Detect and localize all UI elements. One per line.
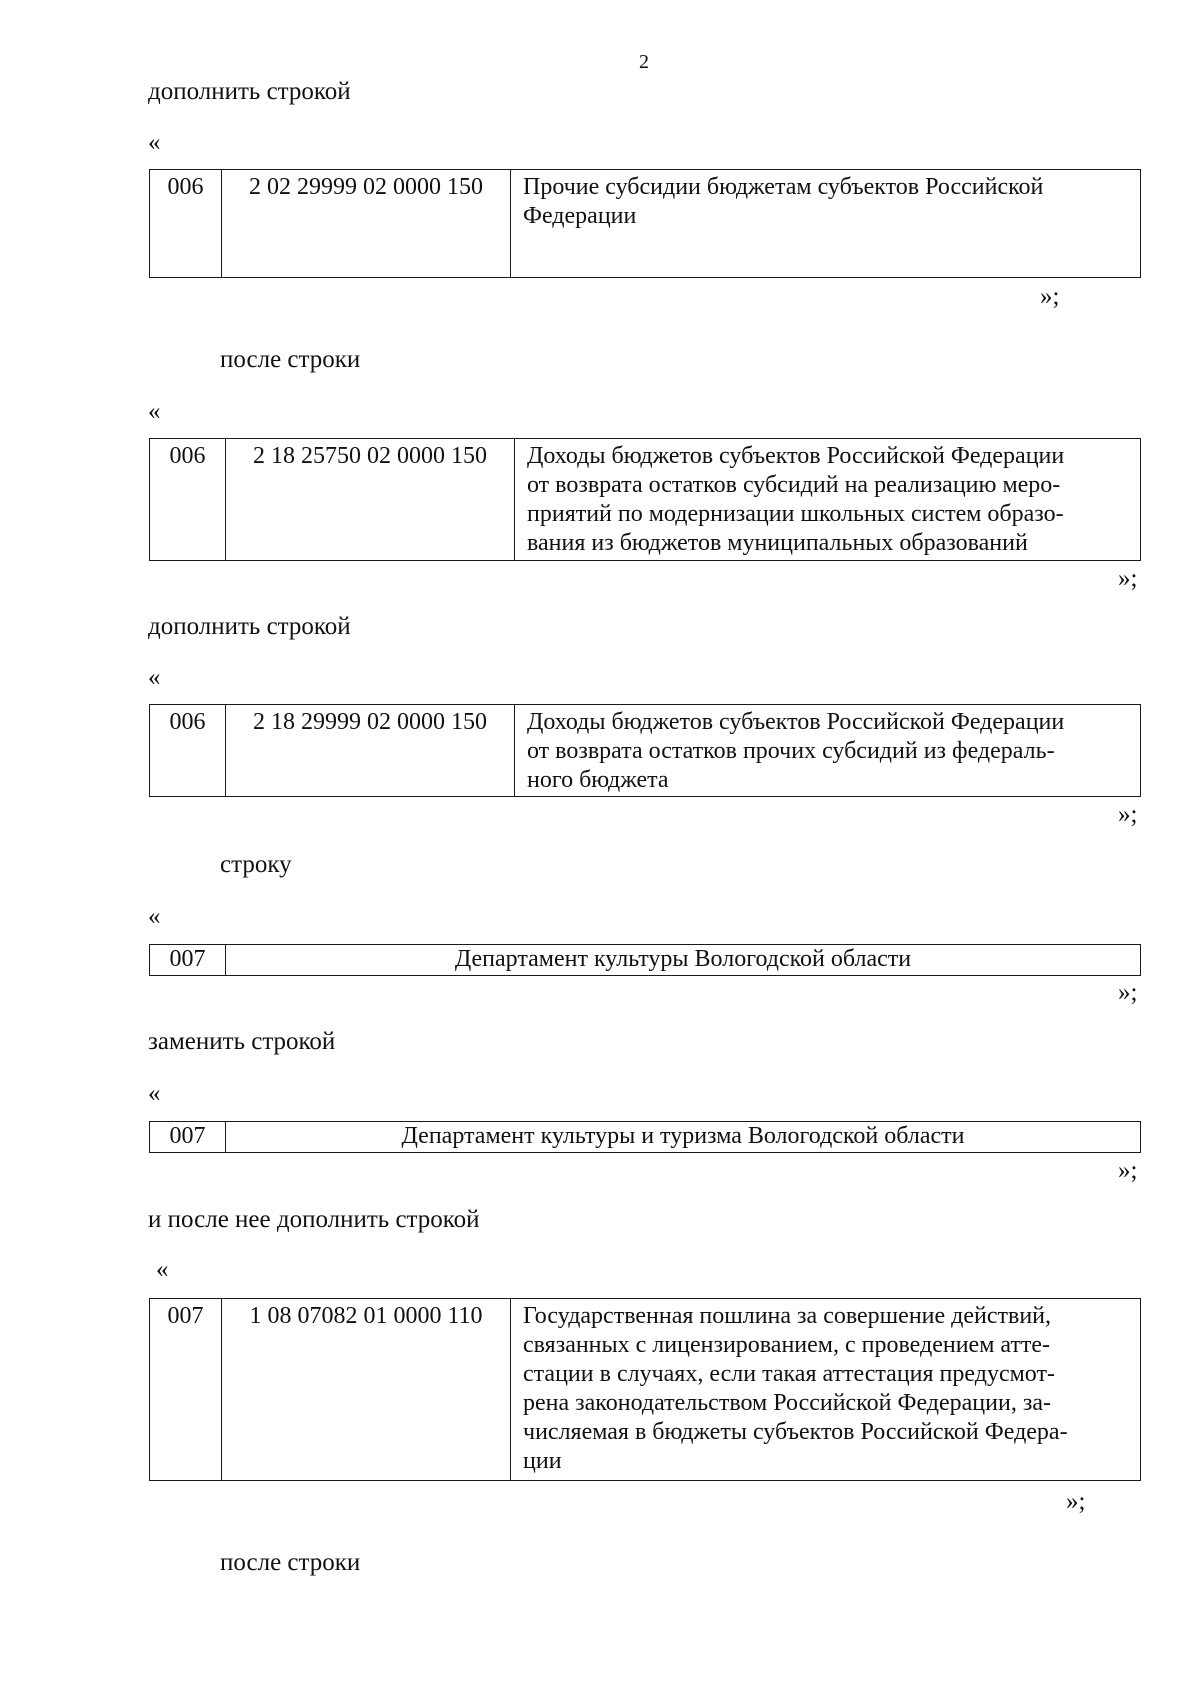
open-quote: « — [156, 1256, 169, 1283]
income-name-line: вания из бюджетов муниципальных образований — [527, 530, 1028, 556]
close-quote: »; — [1040, 283, 1060, 310]
admin-code-cell: 007 — [150, 1299, 222, 1481]
admin-code-cell: 007 — [150, 945, 226, 976]
instruction-text: дополнить строкой — [148, 78, 351, 105]
income-name-line: Доходы бюджетов субъектов Российской Федерации — [527, 709, 1065, 735]
close-quote: »; — [1118, 801, 1138, 828]
instruction-text: и после нее дополнить строкой — [148, 1206, 480, 1233]
instruction-text: после строки — [220, 346, 361, 373]
income-name-cell — [515, 439, 1141, 561]
income-name-line: Прочие субсидии бюджетам субъектов Российской — [523, 174, 1044, 200]
close-quote: »; — [1118, 1157, 1138, 1184]
budget-table-row — [149, 704, 1141, 797]
kbk-code-cell: 2 18 29999 02 0000 150 — [226, 705, 515, 797]
income-name-line: числяемая в бюджеты субъектов Российской Федера- — [523, 1419, 1068, 1445]
income-name-line: Федерации — [523, 203, 637, 229]
income-name-line: от возврата остатков субсидий на реализацию меро- — [527, 472, 1061, 498]
income-name-line: стации в случаях, если такая аттестация предусмот- — [523, 1361, 1055, 1387]
instruction-text: после строки — [220, 1549, 361, 1576]
department-name-cell: Департамент культуры Вологодской области — [226, 945, 1141, 976]
open-quote: « — [148, 129, 161, 156]
kbk-code-cell: 2 02 29999 02 0000 150 — [222, 170, 511, 278]
close-quote: »; — [1118, 565, 1138, 592]
admin-code-cell: 006 — [150, 705, 226, 797]
department-table-row — [149, 1121, 1141, 1153]
open-quote: « — [148, 903, 161, 930]
income-name-line: от возврата остатков прочих субсидий из федераль- — [527, 738, 1055, 764]
admin-code-cell: 006 — [150, 439, 226, 561]
open-quote: « — [148, 1080, 161, 1107]
income-name-cell — [511, 1299, 1141, 1481]
income-name-cell — [511, 170, 1141, 278]
close-quote: »; — [1066, 1488, 1086, 1515]
income-name-line: приятий по модернизации школьных систем образо- — [527, 501, 1064, 527]
income-name-cell — [515, 705, 1141, 797]
income-name-line: Государственная пошлина за совершение действий, — [523, 1303, 1052, 1329]
instruction-text: заменить строкой — [148, 1028, 336, 1055]
budget-table-row — [149, 1298, 1141, 1481]
income-name-line: ного бюджета — [527, 767, 669, 793]
admin-code-cell: 006 — [150, 170, 222, 278]
income-name-line: связанных с лицензированием, с проведением атте- — [523, 1332, 1051, 1358]
department-name-cell: Департамент культуры и туризма Вологодской области — [226, 1122, 1141, 1153]
close-quote: »; — [1118, 979, 1138, 1006]
kbk-code-cell: 1 08 07082 01 0000 110 — [222, 1299, 511, 1481]
income-name-line: ции — [523, 1448, 562, 1474]
department-table-row — [149, 944, 1141, 976]
income-name-line: Доходы бюджетов субъектов Российской Федерации — [527, 443, 1065, 469]
page-number: 2 — [639, 51, 649, 73]
open-quote: « — [148, 398, 161, 425]
instruction-text: строку — [220, 851, 292, 878]
budget-table-row — [149, 438, 1141, 561]
admin-code-cell: 007 — [150, 1122, 226, 1153]
budget-table-row — [149, 169, 1141, 278]
open-quote: « — [148, 664, 161, 691]
kbk-code-cell: 2 18 25750 02 0000 150 — [226, 439, 515, 561]
income-name-line: рена законодательством Российской Федерации, за- — [523, 1390, 1051, 1416]
instruction-text: дополнить строкой — [148, 613, 351, 640]
